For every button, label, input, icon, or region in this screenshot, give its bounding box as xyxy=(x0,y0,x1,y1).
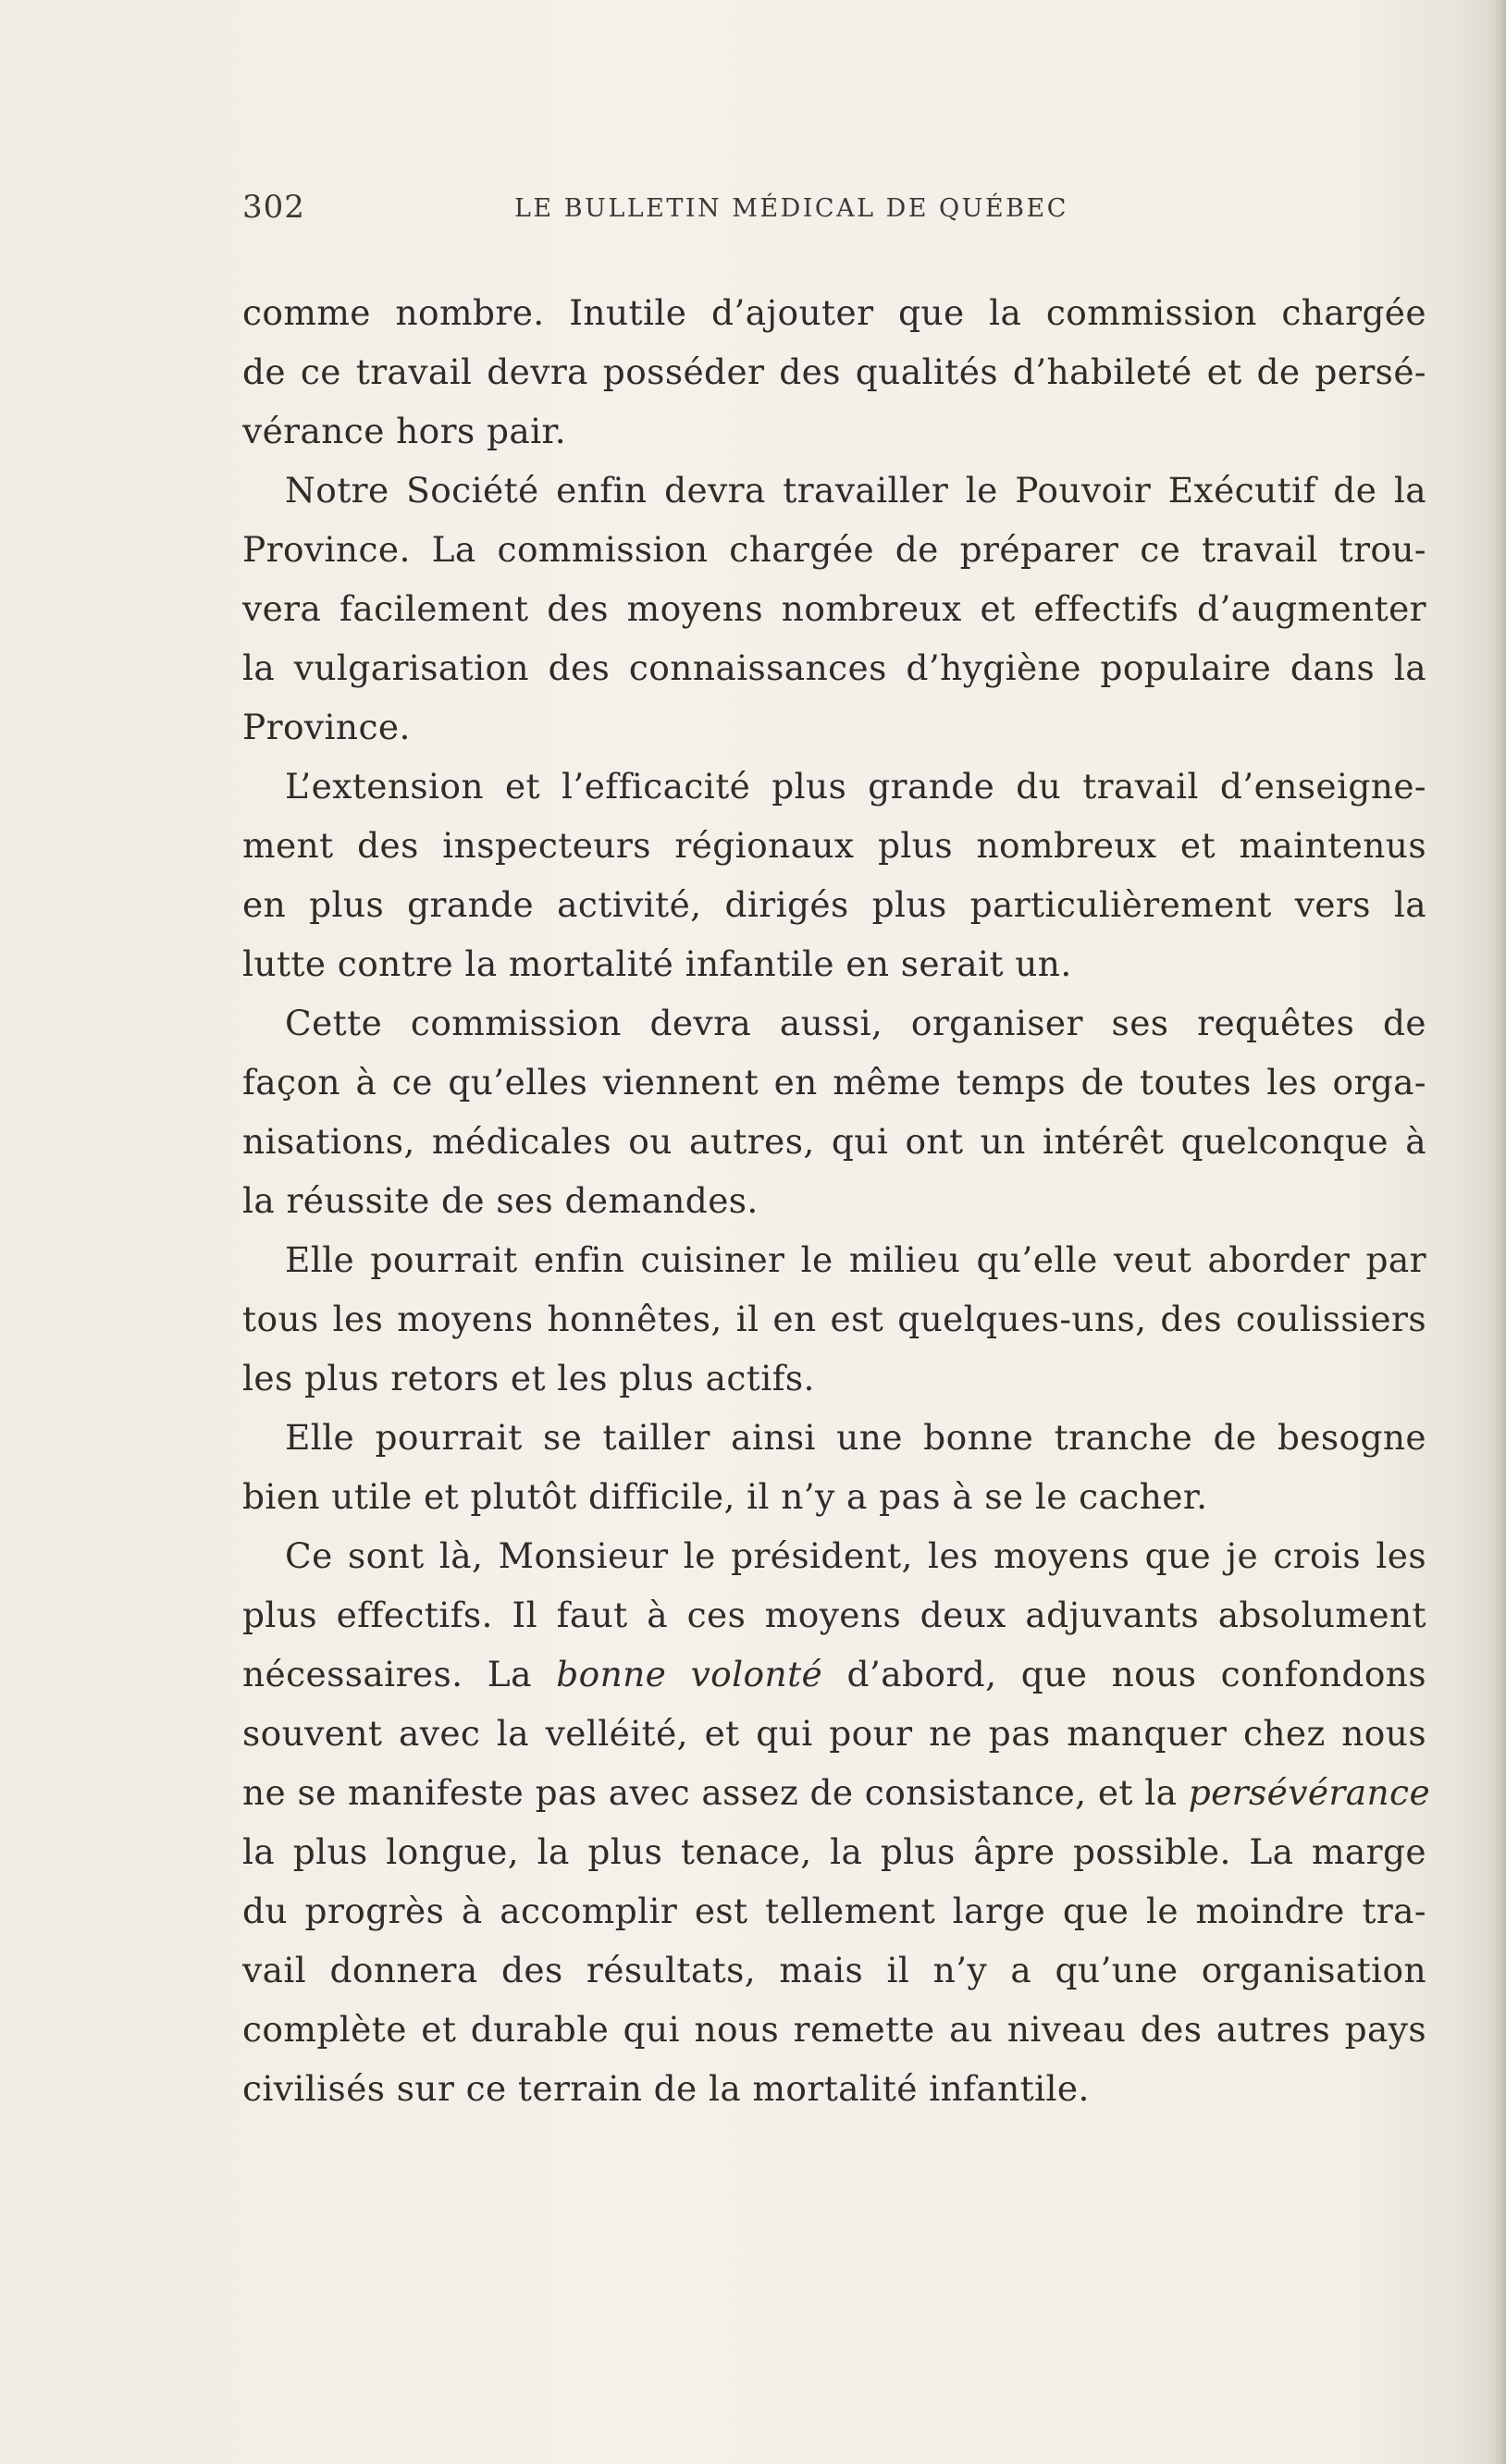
text-line: Notre Société enfin devra travailler le Pouvoir Exécutif de la xyxy=(285,470,1426,511)
text-line: comme nombre. Inutile d’ajouter que la commission chargée xyxy=(242,292,1426,333)
text-line: la plus longue, la plus tenace, la plus âpre possible. La marge xyxy=(242,1831,1426,1872)
text-line: vail donnera des résultats, mais il n’y a qu’une organisation xyxy=(242,1950,1426,1990)
body-text xyxy=(242,283,1431,2118)
italic-phrase: bonne volonté xyxy=(556,1654,823,1694)
text-line: Ce sont là, Monsieur le président, les moyens que je crois les xyxy=(285,1535,1426,1576)
text-line: souvent avec la velléité, et qui pour ne pas manquer chez nous xyxy=(242,1713,1426,1754)
text-line: façon à ce qu’elles viennent en même temps de toutes les orga- xyxy=(242,1062,1426,1103)
text-line: Elle pourrait se tailler ainsi une bonne tranche de besogne xyxy=(285,1417,1426,1458)
text-line: Province. La commission chargée de préparer ce travail trou- xyxy=(242,529,1426,570)
text-line: la réussite de ses demandes. xyxy=(242,1180,759,1221)
text-line: L’extension et l’efficacité plus grande du travail d’enseigne- xyxy=(285,766,1426,807)
text-line xyxy=(242,1645,1426,1704)
text-line: nisations, médicales ou autres, qui ont un intérêt quelconque à xyxy=(242,1121,1426,1162)
text-line: Province. xyxy=(242,707,411,747)
page-header xyxy=(242,189,1167,244)
text-line: de ce travail devra posséder des qualités d’habileté et de persé- xyxy=(242,351,1426,392)
text-line: la vulgarisation des connaissances d’hygiène populaire dans la xyxy=(242,647,1426,688)
text-line: tous les moyens honnêtes, il en est quelques-uns, des coulissiers xyxy=(242,1299,1426,1339)
page-number: 302 xyxy=(242,189,305,226)
text-line: bien utile et plutôt difficile, il n’y a pas à se le cacher. xyxy=(242,1476,1208,1517)
running-title: LE BULLETIN MÉDICAL DE QUÉBEC xyxy=(514,194,1068,223)
text-run: nécessaires. La xyxy=(242,1654,557,1694)
text-line: complète et durable qui nous remette au niveau des autres pays xyxy=(242,2009,1426,2050)
italic-phrase: persévérance xyxy=(1188,1772,1431,1813)
page-edge-shadow xyxy=(1493,0,1506,2464)
text-line: vérance hors pair. xyxy=(242,411,567,451)
text-run: ne se manifeste pas avec assez de consistance, et la xyxy=(242,1772,1189,1813)
text-line: vera facilement des moyens nombreux et effectifs d’augmenter xyxy=(242,588,1426,629)
text-line: les plus retors et les plus actifs. xyxy=(242,1358,815,1398)
text-line: plus effectifs. Il faut à ces moyens deux adjuvants absolument xyxy=(242,1595,1426,1635)
text-line xyxy=(242,1763,1431,1822)
text-line: du progrès à accomplir est tellement large que le moindre tra- xyxy=(242,1891,1426,1931)
text-line: lutte contre la mortalité infantile en serait un. xyxy=(242,943,1072,984)
text-line: en plus grande activité, dirigés plus particulièrement vers la xyxy=(242,884,1426,925)
text-line: Cette commission devra aussi, organiser ses requêtes de xyxy=(285,1003,1426,1043)
text-line: ment des inspecteurs régionaux plus nombreux et maintenus xyxy=(242,825,1426,866)
text-line: civilisés sur ce terrain de la mortalité infantile. xyxy=(242,2068,1090,2109)
text-run: d’abord, que nous confondons xyxy=(822,1654,1426,1694)
text-line: Elle pourrait enfin cuisiner le milieu qu’elle veut aborder par xyxy=(285,1239,1426,1280)
